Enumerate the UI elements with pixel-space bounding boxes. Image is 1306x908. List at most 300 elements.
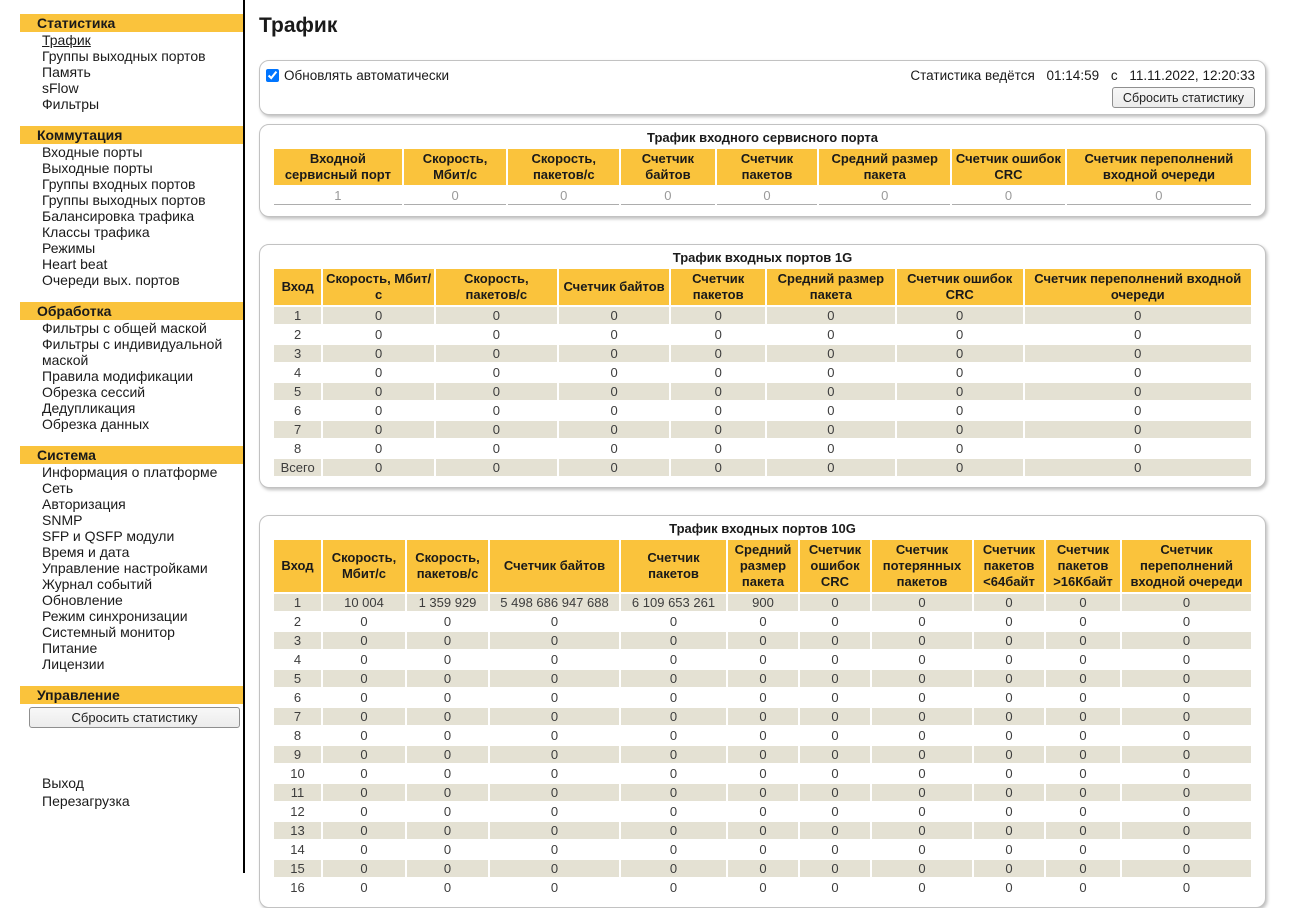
cell: 0: [1134, 441, 1142, 456]
cell: 0: [831, 766, 839, 781]
cell: 3: [274, 632, 321, 649]
cell: 0: [759, 728, 767, 743]
cell: 0: [918, 652, 926, 667]
cell: 0: [897, 345, 1023, 362]
cell: 0: [508, 187, 619, 205]
column-header: Счетчик пакетов >16Кбайт: [1046, 540, 1120, 592]
table-row: [274, 879, 1251, 896]
sidebar-item[interactable]: Обрезка сессий: [42, 384, 146, 400]
cell: 0: [1182, 842, 1191, 857]
cell: 0: [375, 403, 383, 418]
table-row: [274, 765, 1251, 782]
cell: 0: [897, 307, 1023, 324]
sidebar-item[interactable]: Трафик: [42, 32, 91, 48]
cell: 0: [1122, 784, 1251, 801]
table-row: [274, 326, 1251, 343]
cell: 0: [714, 327, 722, 342]
cell: 0: [360, 652, 368, 667]
sidebar-reset-statistics-button[interactable]: Сбросить статистику: [29, 707, 240, 728]
ports-1g-traffic-panel: [259, 244, 1266, 488]
cell: 0: [918, 728, 926, 743]
cell: 0: [1046, 670, 1120, 687]
sidebar-item[interactable]: Обновление: [42, 592, 123, 608]
cell: 0: [407, 708, 488, 725]
cell: 0: [443, 880, 452, 895]
cell: 0: [1005, 690, 1013, 705]
cell: 0: [800, 708, 870, 725]
cell: 0: [872, 594, 972, 611]
cell: 6 109 653 261: [621, 594, 726, 611]
cell: 0: [669, 652, 678, 667]
sidebar-item[interactable]: Информация о платформе: [42, 464, 218, 480]
sidebar: [0, 0, 245, 873]
cell: 0: [360, 614, 368, 629]
sidebar-item[interactable]: Питание: [42, 640, 98, 656]
table-row: [274, 307, 1251, 324]
cell: 0: [610, 403, 618, 418]
cell: 0: [1005, 842, 1013, 857]
cell: 0: [443, 842, 452, 857]
service-port-traffic-table: [272, 147, 1253, 207]
cell: 0: [1079, 842, 1087, 857]
column-header: Счетчик пакетов <64байт: [974, 540, 1044, 592]
sidebar-item[interactable]: Очереди вых. портов: [42, 272, 180, 288]
sidebar-item[interactable]: Журнал событий: [42, 576, 153, 592]
cell: 0: [669, 880, 678, 895]
cell: 0: [759, 614, 767, 629]
sidebar-item[interactable]: Управление настройками: [42, 560, 208, 576]
cell: 0: [728, 670, 798, 687]
cell: 0: [728, 860, 798, 877]
column-header: Счетчик байтов: [621, 149, 715, 185]
cell: 0: [800, 632, 870, 649]
cell: 0: [1046, 746, 1120, 763]
cell: 0: [1134, 365, 1142, 380]
cell: 0: [323, 345, 434, 362]
cell: 0: [728, 746, 798, 763]
cell: 14: [290, 842, 305, 857]
table-row: [274, 440, 1251, 457]
cell: 0: [974, 670, 1044, 687]
sidebar-section: [0, 686, 243, 728]
table-row: [274, 860, 1251, 877]
cell: 1: [274, 594, 321, 611]
cell: 0: [621, 860, 726, 877]
cell: 0: [621, 822, 726, 839]
cell: 0: [819, 187, 950, 205]
cell: 0: [872, 860, 972, 877]
auto-refresh-toggle[interactable]: [266, 68, 449, 83]
sidebar-item[interactable]: Перезагрузка: [42, 793, 130, 809]
cell: 0: [436, 345, 557, 362]
sidebar-item[interactable]: sFlow: [42, 80, 79, 96]
table-row: [274, 632, 1251, 649]
cell: 0: [407, 632, 488, 649]
cell: 0: [492, 441, 500, 456]
cell: 0: [443, 690, 452, 705]
cell: 0: [767, 459, 895, 476]
cell: 9: [274, 746, 321, 763]
cell: 0: [621, 632, 726, 649]
main-content: [245, 0, 1306, 895]
sidebar-item[interactable]: Heart beat: [42, 256, 108, 272]
column-header: Счетчик байтов: [490, 540, 619, 592]
sidebar-item[interactable]: Память: [42, 64, 91, 80]
column-header: Средний размер пакета: [819, 149, 950, 185]
cell: 0: [375, 327, 383, 342]
cell: 0: [1005, 614, 1013, 629]
stats-since-label: с: [1110, 68, 1118, 83]
reset-statistics-button[interactable]: Сбросить статистику: [1112, 87, 1255, 108]
sidebar-item[interactable]: Режимы: [42, 240, 96, 256]
sidebar-section: [0, 446, 243, 672]
stats-running-label: Статистика ведётся: [910, 68, 1035, 83]
cell: 0: [610, 441, 618, 456]
cell: 0: [897, 383, 1023, 400]
cell: 0: [490, 708, 619, 725]
cell: 0: [1182, 880, 1191, 895]
cell: 0: [918, 766, 926, 781]
column-header: Скорость, Мбит/с: [404, 149, 507, 185]
cell: 0: [323, 784, 405, 801]
column-header: Счетчик ошибок CRC: [952, 149, 1065, 185]
table-title: Трафик входного сервисного порта: [647, 130, 878, 145]
cell: 0: [800, 670, 870, 687]
table-row: [274, 670, 1251, 687]
ports-10g-traffic-table: [272, 538, 1253, 898]
sidebar-item[interactable]: Дедупликация: [42, 400, 136, 416]
cell: 0: [404, 187, 507, 205]
column-header: Счетчик пакетов: [671, 269, 765, 305]
cell: 0: [1046, 860, 1120, 877]
cell: 0: [323, 746, 405, 763]
cell: 0: [974, 746, 1044, 763]
cell: 0: [1122, 708, 1251, 725]
cell: 0: [918, 804, 926, 819]
table-row: [274, 746, 1251, 763]
cell: 0: [1025, 459, 1251, 476]
cell: 0: [443, 728, 452, 743]
cell: 11: [274, 784, 321, 801]
cell: 2: [294, 327, 302, 342]
table-row: [274, 822, 1251, 839]
cell: 0: [407, 670, 488, 687]
cell: 0: [1079, 728, 1087, 743]
cell: 0: [918, 842, 926, 857]
cell: 0: [1005, 804, 1013, 819]
column-header: Счетчик переполнений входной очереди: [1122, 540, 1251, 592]
sidebar-section: [0, 302, 243, 432]
cell: 0: [759, 804, 767, 819]
cell: 0: [767, 421, 895, 438]
cell: 0: [323, 670, 405, 687]
cell: 0: [1134, 327, 1142, 342]
cell: 0: [1046, 708, 1120, 725]
table-row: [274, 594, 1251, 611]
table-row: [274, 459, 1251, 476]
cell: 0: [1182, 690, 1191, 705]
cell: 0: [1046, 594, 1120, 611]
sidebar-item[interactable]: Выход: [42, 775, 84, 791]
cell: 0: [956, 403, 964, 418]
cell: 0: [671, 307, 765, 324]
table-row: [274, 841, 1251, 858]
cell: 0: [1005, 766, 1013, 781]
cell: 0: [492, 403, 500, 418]
cell: 0: [490, 670, 619, 687]
cell: 0: [1005, 880, 1013, 895]
sidebar-section-title: Система: [20, 446, 243, 464]
cell: 0: [759, 690, 767, 705]
cell: 0: [974, 632, 1044, 649]
ports-10g-traffic-panel: [259, 515, 1266, 908]
cell: 0: [1005, 652, 1013, 667]
cell: 0: [800, 860, 870, 877]
cell: 0: [831, 842, 839, 857]
table-header-row: [274, 269, 1251, 305]
table-row: [274, 727, 1251, 744]
cell: 0: [1067, 187, 1251, 205]
cell: 0: [1005, 728, 1013, 743]
sidebar-item[interactable]: Входные порты: [42, 144, 143, 160]
cell: 0: [559, 459, 670, 476]
cell: 0: [323, 632, 405, 649]
cell: 0: [872, 632, 972, 649]
cell: 0: [490, 746, 619, 763]
column-header: Скорость, пакетов/с: [436, 269, 557, 305]
cell: 0: [1182, 652, 1191, 667]
cell: 0: [360, 766, 368, 781]
table-row: [274, 651, 1251, 668]
column-header: Средний размер пакета: [767, 269, 895, 305]
cell: 6: [294, 403, 302, 418]
cell: 0: [407, 784, 488, 801]
auto-refresh-checkbox[interactable]: [266, 69, 279, 82]
cell: 0: [443, 766, 452, 781]
cell: 0: [436, 307, 557, 324]
cell: 0: [559, 383, 670, 400]
cell: 0: [436, 383, 557, 400]
cell: 0: [974, 784, 1044, 801]
cell: 0: [443, 614, 452, 629]
cell: 0: [490, 784, 619, 801]
sidebar-item[interactable]: Фильтры: [42, 96, 100, 112]
cell: 0: [621, 746, 726, 763]
cell: 0: [1046, 784, 1120, 801]
cell: 0: [872, 746, 972, 763]
cell: 0: [1079, 766, 1087, 781]
cell: 8: [294, 441, 302, 456]
sidebar-item[interactable]: Обрезка данных: [42, 416, 150, 432]
cell: 0: [831, 728, 839, 743]
cell: 0: [1025, 345, 1251, 362]
cell: 0: [872, 822, 972, 839]
stats-since-datetime: 11.11.2022, 12:20:33: [1129, 68, 1255, 83]
cell: 0: [872, 784, 972, 801]
cell: 0: [1025, 421, 1251, 438]
cell: 0: [956, 441, 964, 456]
cell: 0: [550, 842, 559, 857]
cell: 0: [1079, 804, 1087, 819]
sidebar-footer: [0, 774, 243, 810]
sidebar-section-title: Статистика: [20, 14, 243, 32]
cell: 0: [831, 652, 839, 667]
column-header: Счетчик байтов: [559, 269, 670, 305]
cell: 13: [274, 822, 321, 839]
table-row: [274, 689, 1251, 706]
cell: 6: [293, 690, 302, 705]
sidebar-item[interactable]: Системный монитор: [42, 624, 175, 640]
cell: 0: [550, 880, 559, 895]
cell: 0: [407, 746, 488, 763]
cell: 0: [550, 766, 559, 781]
sidebar-item[interactable]: Балансировка трафика: [42, 208, 195, 224]
cell: 0: [1122, 746, 1251, 763]
cell: 1: [274, 307, 321, 324]
column-header: Счетчик переполнений входной очереди: [1025, 269, 1251, 305]
sidebar-item[interactable]: Группы выходных портов: [42, 48, 206, 64]
cell: 0: [831, 804, 839, 819]
cell: 0: [759, 652, 767, 667]
cell: 0: [323, 459, 434, 476]
cell: 0: [671, 459, 765, 476]
cell: 0: [728, 632, 798, 649]
cell: 1: [274, 187, 402, 205]
cell: 0: [360, 804, 368, 819]
cell: 0: [323, 383, 434, 400]
cell: 0: [559, 421, 670, 438]
cell: 0: [323, 860, 405, 877]
cell: 0: [1122, 670, 1251, 687]
cell: 0: [728, 784, 798, 801]
cell: 0: [375, 365, 383, 380]
stats-block: [910, 68, 1255, 108]
cell: 0: [671, 421, 765, 438]
sidebar-item[interactable]: Сеть: [42, 480, 74, 496]
table-row: [274, 803, 1251, 820]
cell: 0: [1079, 690, 1087, 705]
sidebar-section: [0, 126, 243, 288]
cell: 5 498 686 947 688: [490, 594, 619, 611]
cell: 0: [759, 766, 767, 781]
table-row: [274, 345, 1251, 362]
sidebar-item[interactable]: Авторизация: [42, 496, 126, 512]
cell: 2: [293, 614, 302, 629]
column-header: Счетчик пакетов: [621, 540, 726, 592]
table-title: Трафик входных портов 1G: [672, 250, 853, 265]
cell: 0: [1025, 307, 1251, 324]
cell: 0: [621, 187, 715, 205]
cell: 0: [956, 327, 964, 342]
sidebar-item[interactable]: Время и дата: [42, 544, 130, 560]
stats-duration: 01:14:59: [1046, 68, 1100, 83]
cell: 0: [610, 365, 618, 380]
table-row: [274, 613, 1251, 630]
cell: 10 004: [323, 594, 405, 611]
cell: 0: [1046, 632, 1120, 649]
sidebar-item[interactable]: Фильтры с индивидуальной маской: [42, 336, 223, 368]
table-header-row: [274, 149, 1251, 185]
cell: 0: [1182, 614, 1191, 629]
cell: 0: [492, 327, 500, 342]
cell: 0: [669, 728, 678, 743]
sidebar-item[interactable]: SNMP: [42, 512, 83, 528]
cell: 8: [293, 728, 302, 743]
cell: 0: [360, 690, 368, 705]
cell: 0: [974, 708, 1044, 725]
table-row: [274, 784, 1251, 801]
cell: 0: [443, 652, 452, 667]
cell: 0: [1134, 403, 1142, 418]
cell: 0: [443, 804, 452, 819]
cell: 0: [831, 880, 839, 895]
cell: 0: [669, 766, 678, 781]
cell: 0: [323, 822, 405, 839]
cell: 0: [759, 842, 767, 857]
cell: 0: [831, 614, 839, 629]
ports-1g-traffic-table: [272, 267, 1253, 478]
cell: 0: [767, 345, 895, 362]
cell: 0: [490, 632, 619, 649]
cell: 0: [974, 594, 1044, 611]
cell: 15: [274, 860, 321, 877]
column-header: Вход: [274, 269, 321, 305]
cell: 0: [872, 670, 972, 687]
cell: 0: [323, 421, 434, 438]
cell: 0: [1122, 822, 1251, 839]
column-header: Средний размер пакета: [728, 540, 798, 592]
table-title: Трафик входных портов 10G: [669, 521, 856, 536]
cell: 5: [274, 670, 321, 687]
cell: 0: [767, 383, 895, 400]
cell: 4: [294, 365, 302, 380]
sidebar-item[interactable]: SFP и QSFP модули: [42, 528, 175, 544]
cell: 0: [714, 441, 722, 456]
cell: 0: [671, 345, 765, 362]
sidebar-item[interactable]: Группы выходных портов: [42, 192, 206, 208]
sidebar-item[interactable]: Режим синхронизации: [42, 608, 188, 624]
cell: 0: [436, 459, 557, 476]
table-row: [274, 708, 1251, 725]
cell: 0: [918, 690, 926, 705]
sidebar-item[interactable]: Лицензии: [42, 656, 105, 672]
cell: 0: [1079, 614, 1087, 629]
sidebar-item[interactable]: Фильтры с общей маской: [42, 320, 207, 336]
table-row: [274, 421, 1251, 438]
cell: 0: [323, 708, 405, 725]
cell: 0: [974, 822, 1044, 839]
column-header: Скорость, пакетов/с: [508, 149, 619, 185]
cell: 0: [407, 860, 488, 877]
table-row: [274, 402, 1251, 419]
cell: 900: [728, 594, 798, 611]
cell: 0: [800, 594, 870, 611]
cell: 0: [610, 327, 618, 342]
cell: 4: [293, 652, 302, 667]
sidebar-item[interactable]: Выходные порты: [42, 160, 153, 176]
sidebar-section-title: Обработка: [20, 302, 243, 320]
column-header: Скорость, пакетов/с: [407, 540, 488, 592]
cell: 0: [621, 708, 726, 725]
sidebar-item[interactable]: Группы входных портов: [42, 176, 196, 192]
cell: 0: [1122, 594, 1251, 611]
sidebar-sections: [0, 14, 243, 742]
sidebar-item[interactable]: Классы трафика: [42, 224, 150, 240]
cell: 0: [436, 421, 557, 438]
cell: 0: [360, 880, 368, 895]
cell: 0: [669, 614, 678, 629]
sidebar-item[interactable]: Правила модификации: [42, 368, 194, 384]
